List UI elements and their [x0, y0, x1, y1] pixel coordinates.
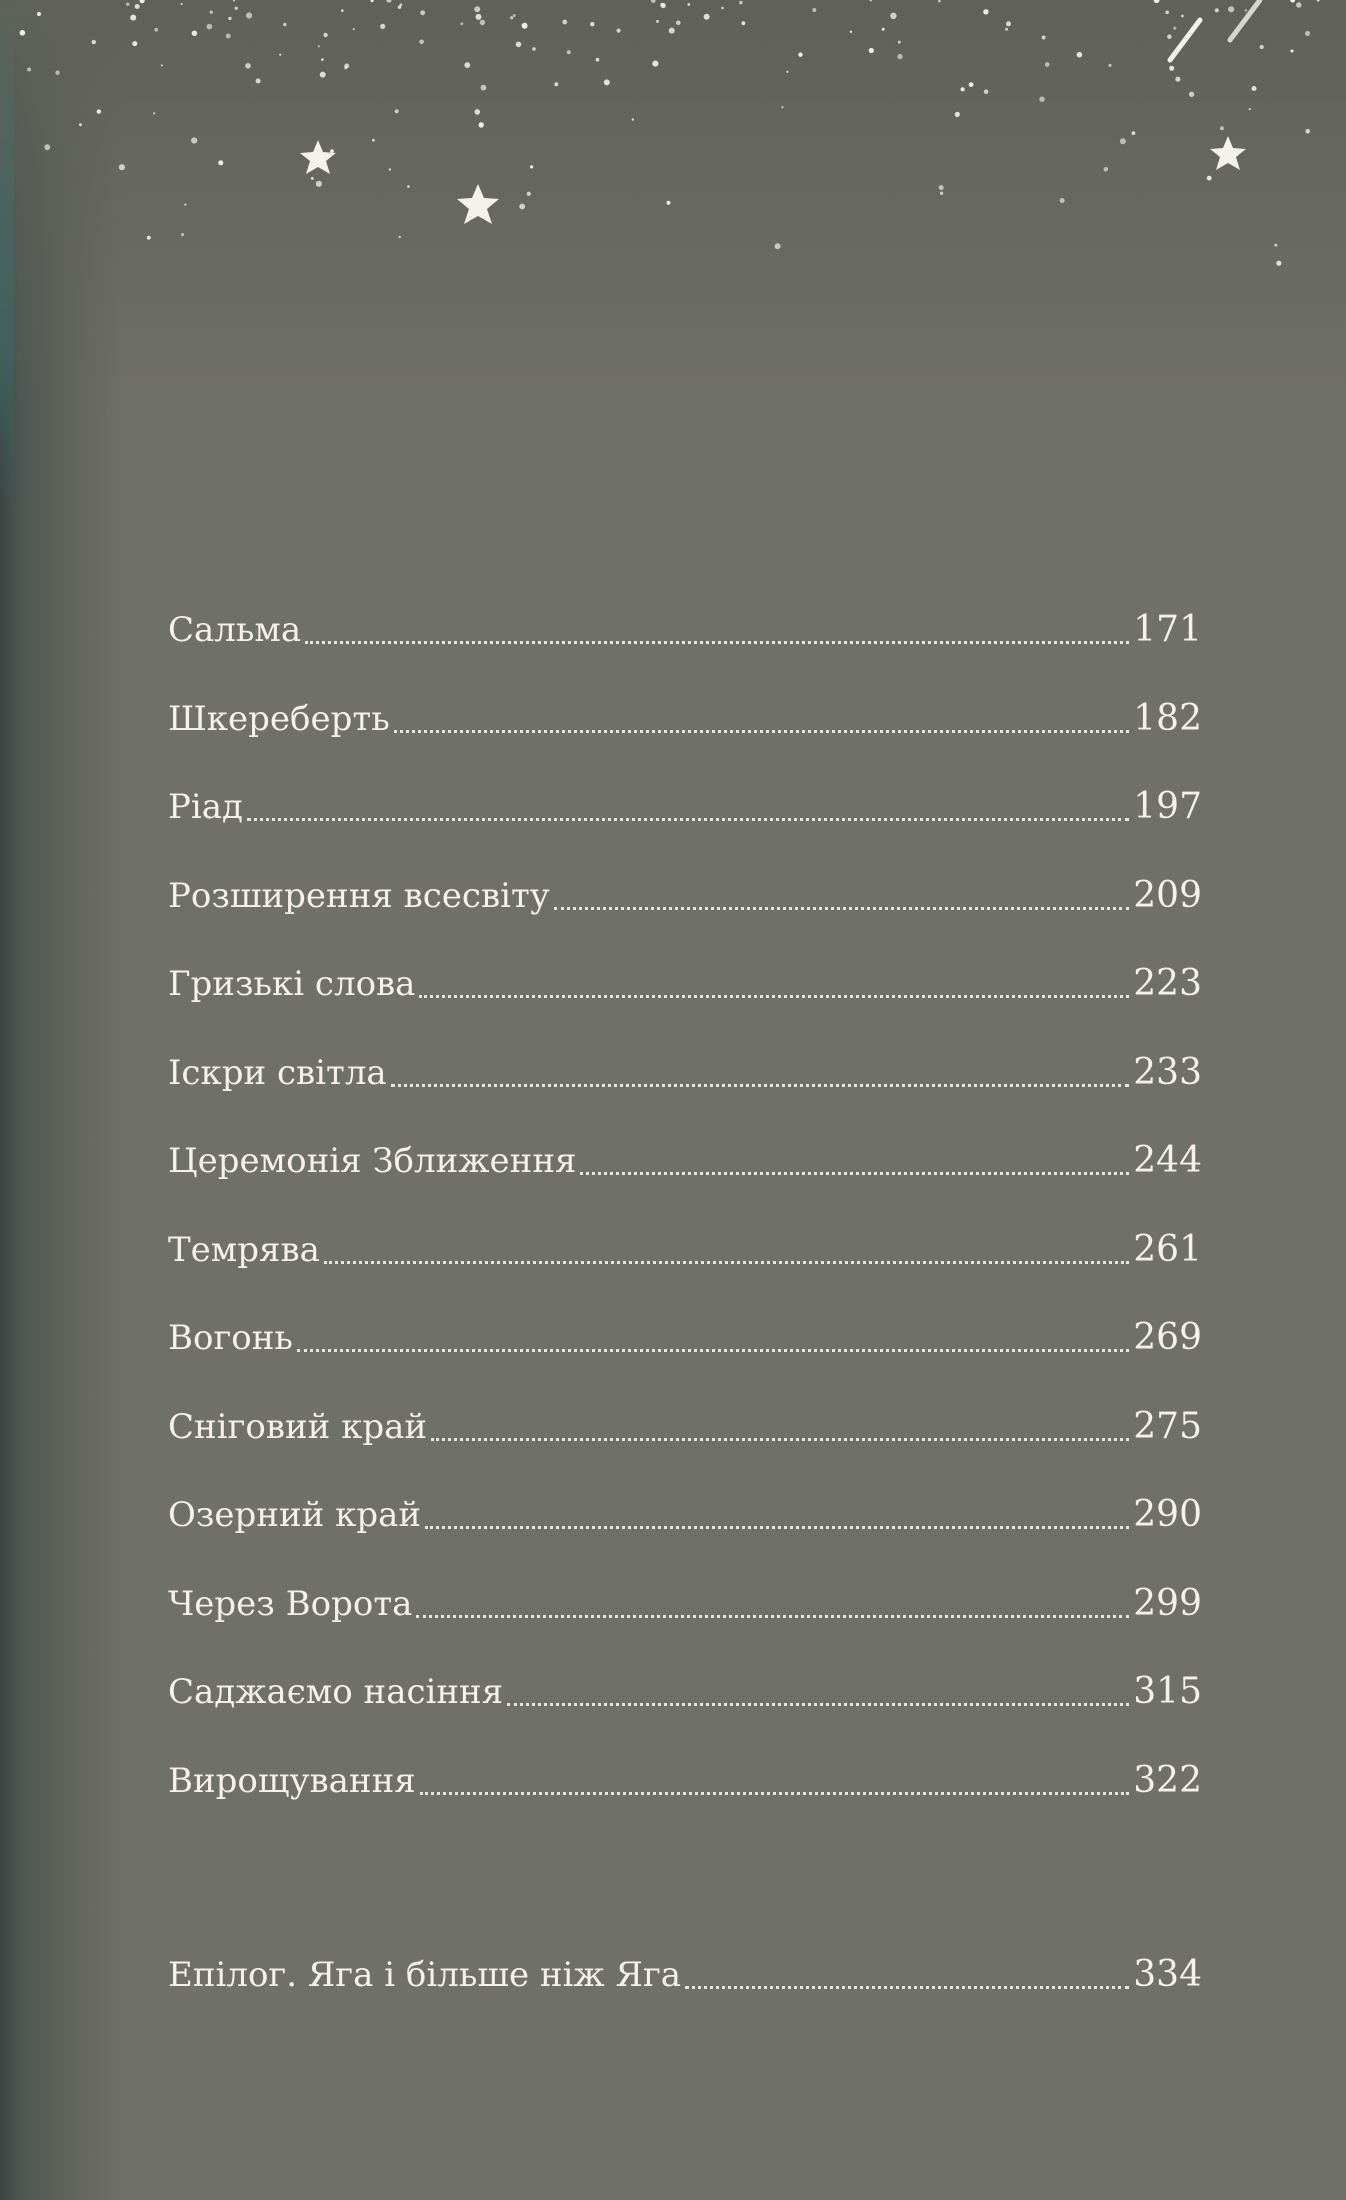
- star-dot: [1274, 244, 1277, 247]
- toc-entry-page: 182: [1133, 697, 1202, 739]
- star-dot: [1215, 8, 1219, 12]
- star-dot: [1060, 198, 1065, 203]
- star-dot: [1207, 176, 1212, 181]
- leader-dots: [554, 905, 1129, 910]
- star-dot: [940, 192, 943, 195]
- star-dot: [656, 20, 659, 23]
- star-dot: [604, 79, 610, 85]
- star-dot: [1245, 9, 1247, 11]
- star-dot: [154, 28, 158, 32]
- star-dot: [961, 87, 965, 91]
- star-dot: [676, 21, 681, 26]
- toc-entry-page: 315: [1133, 1671, 1202, 1712]
- star-dot: [869, 48, 874, 53]
- star-dot: [475, 109, 481, 115]
- toc-entry: [168, 1043, 1202, 1103]
- toc-entry: [168, 954, 1202, 1014]
- toc-entry-page: 171: [1133, 609, 1202, 650]
- star-dot: [130, 15, 136, 21]
- toc-entry-title: Сніговий край: [168, 1406, 428, 1447]
- star-dot: [651, 0, 656, 3]
- star-dot: [279, 54, 281, 56]
- toc-entry: [168, 1131, 1202, 1191]
- star-dot: [119, 164, 125, 170]
- star-dot: [181, 233, 184, 236]
- star-dot: [461, 22, 464, 25]
- star-dot: [97, 109, 101, 113]
- star-dot: [184, 204, 186, 206]
- star-dot: [1296, 2, 1301, 7]
- star-dot: [1132, 131, 1136, 135]
- star-dot: [207, 24, 213, 30]
- star-dot: [1252, 86, 1257, 91]
- star-dot: [126, 2, 129, 5]
- star-dot: [632, 118, 634, 120]
- shooting-star-icon: [1170, 20, 1200, 60]
- star-dot: [850, 31, 852, 33]
- star-dot: [246, 12, 252, 18]
- star-dot: [739, 1, 743, 5]
- star-dot: [320, 72, 326, 78]
- toc-entry: [168, 1945, 1202, 2005]
- star-dot: [132, 41, 137, 46]
- star-dot: [481, 85, 487, 91]
- toc-entry-page: 244: [1133, 1140, 1202, 1181]
- star-dot: [669, 28, 675, 34]
- star-dot: [1305, 31, 1310, 36]
- star-dot: [1120, 138, 1126, 144]
- star-dot: [869, 0, 872, 1]
- leader-dots: [416, 1613, 1129, 1618]
- toc-entry-page: 290: [1133, 1494, 1202, 1535]
- star-dot: [210, 11, 213, 14]
- star-dot: [1276, 261, 1281, 266]
- star-dot: [1104, 167, 1109, 172]
- star-dot: [245, 63, 251, 69]
- star-dot: [938, 0, 941, 2]
- star-dot: [480, 20, 485, 25]
- toc-entry: [168, 777, 1202, 837]
- toc-entry-title: Розширення всесвіту: [168, 875, 550, 916]
- star-dot: [380, 24, 385, 29]
- star-dot: [513, 14, 516, 17]
- star-dot: [519, 204, 525, 210]
- star-dot: [530, 165, 533, 168]
- star-dot: [1291, 50, 1294, 53]
- toc-entry-title: Шкереберть: [168, 698, 390, 739]
- leader-dots: [420, 1790, 1130, 1795]
- star-dot: [79, 123, 82, 126]
- star-dot: [522, 23, 528, 29]
- toc-entry-page: 261: [1133, 1228, 1202, 1270]
- toc-entry-title: Сальма: [168, 610, 302, 650]
- star-dot: [562, 20, 567, 25]
- toc-entry-title: Гризькі слова: [168, 964, 416, 1004]
- toc-entry: [168, 1751, 1202, 1811]
- star-dot: [1290, 0, 1295, 3]
- star-icon: [457, 184, 499, 224]
- star-dot: [812, 8, 816, 12]
- toc-entry-page: 223: [1133, 963, 1202, 1004]
- star-dot: [44, 144, 50, 150]
- star-dot: [311, 177, 314, 180]
- star-dot: [1039, 97, 1044, 102]
- toc-entry: [168, 1308, 1202, 1368]
- star-dot: [37, 12, 41, 16]
- star-dot: [330, 149, 334, 153]
- star-dot: [567, 50, 571, 54]
- star-dot: [596, 58, 600, 62]
- star-dot: [890, 13, 896, 19]
- star-dot: [1189, 92, 1194, 97]
- star-dot: [321, 58, 324, 61]
- star-dot: [798, 53, 802, 57]
- star-dot: [283, 23, 286, 26]
- star-dot: [407, 185, 410, 188]
- star-dot: [786, 71, 788, 73]
- toc-entry-title: Іскри світла: [168, 1052, 387, 1093]
- leader-dots: [580, 1170, 1129, 1175]
- star-icon: [300, 140, 336, 174]
- star-dot: [256, 79, 261, 84]
- star-dot: [1317, 0, 1320, 2]
- toc-entry-page: 197: [1133, 786, 1202, 827]
- star-dot: [661, 3, 666, 8]
- star-dot: [955, 112, 960, 117]
- star-dot: [983, 9, 988, 14]
- star-dot: [235, 7, 238, 10]
- star-icon: [1210, 136, 1246, 170]
- toc-entry-page: 334: [1133, 1954, 1202, 1995]
- toc-entry-page: 233: [1133, 1051, 1202, 1093]
- toc-entry-title: Вогонь: [168, 1318, 293, 1358]
- star-dot: [398, 6, 401, 9]
- star-dot: [667, 201, 671, 205]
- toc-entry-title: Вирощування: [168, 1760, 416, 1801]
- toc-entry-title: Темрява: [168, 1229, 320, 1270]
- leader-dots: [305, 639, 1129, 644]
- leader-dots: [394, 728, 1130, 733]
- star-dot: [1173, 27, 1176, 30]
- star-dot: [420, 10, 425, 15]
- toc-entry-page: 275: [1133, 1405, 1202, 1447]
- toc-entry-title: Озерний край: [168, 1495, 422, 1535]
- star-dot: [775, 243, 781, 249]
- star-dot: [181, 3, 183, 5]
- toc-entry-page: 322: [1133, 1759, 1202, 1801]
- star-dot: [161, 64, 163, 66]
- star-dot: [1108, 64, 1111, 67]
- star-dot: [372, 139, 375, 142]
- star-dot: [1181, 15, 1184, 18]
- star-dot: [1249, 108, 1251, 110]
- toc-entry-title: Саджаємо насіння: [168, 1672, 504, 1712]
- star-dot: [316, 181, 322, 187]
- star-dot: [464, 62, 470, 68]
- leader-dots: [297, 1347, 1129, 1352]
- star-dot: [1006, 21, 1011, 26]
- star-dot: [1220, 126, 1224, 130]
- leader-dots: [431, 1436, 1129, 1441]
- star-dot: [341, 9, 344, 12]
- star-dot: [191, 137, 197, 143]
- star-dot: [1154, 0, 1160, 3]
- star-dot: [399, 236, 401, 238]
- star-dot: [218, 160, 223, 165]
- leader-dots: [247, 816, 1129, 821]
- star-dot: [898, 41, 901, 44]
- star-dot: [371, 0, 374, 2]
- star-dot: [1165, 11, 1169, 15]
- star-dot: [395, 109, 399, 113]
- toc-entry-title: Через Ворота: [168, 1583, 413, 1624]
- toc-entry: [168, 1220, 1202, 1280]
- star-dot: [389, 168, 391, 170]
- star-dot: [554, 82, 558, 86]
- star-dot: [1169, 66, 1174, 71]
- star-dot: [140, 0, 145, 3]
- leader-dots: [419, 993, 1129, 998]
- star-dot: [479, 122, 484, 127]
- star-dot: [344, 64, 349, 69]
- star-dot: [527, 192, 531, 196]
- star-dot: [590, 22, 594, 26]
- star-dot: [742, 21, 746, 25]
- toc-entry: [168, 1485, 1202, 1545]
- toc-entry-title: Епілог. Яга і більше ніж Яга: [168, 1955, 682, 1995]
- star-dot: [353, 28, 355, 30]
- star-dot: [386, 0, 391, 3]
- star-dot: [323, 33, 327, 37]
- star-dot: [687, 3, 690, 6]
- star-dot: [1228, 6, 1234, 12]
- star-dot: [1045, 62, 1050, 67]
- star-dot: [474, 6, 480, 12]
- star-dot: [20, 30, 26, 36]
- leader-dots: [425, 1524, 1129, 1529]
- star-dot: [476, 14, 482, 20]
- toc-entry: [168, 600, 1202, 660]
- star-dot: [228, 17, 231, 20]
- leader-dots: [324, 1259, 1129, 1264]
- toc-entry-page: 269: [1133, 1317, 1202, 1358]
- toc-entry: [168, 1574, 1202, 1634]
- toc-entry: [168, 689, 1202, 749]
- star-dot: [1175, 77, 1180, 82]
- star-dot: [939, 185, 944, 190]
- toc-entry: [168, 1662, 1202, 1722]
- starry-sky-icon: [0, 0, 1346, 360]
- toc-entry: [168, 866, 1202, 926]
- star-dot: [1305, 129, 1310, 134]
- star-dot: [721, 7, 724, 10]
- star-dot: [192, 31, 198, 37]
- toc-entry-page: 209: [1133, 874, 1202, 916]
- star-dot: [1042, 36, 1046, 40]
- leader-dots: [685, 1984, 1129, 1989]
- star-dot: [652, 61, 658, 67]
- star-dot: [532, 47, 536, 51]
- star-dot: [226, 34, 231, 39]
- toc-entry-title: Ріад: [168, 787, 243, 827]
- toc-entry-page: 299: [1133, 1582, 1202, 1624]
- star-dot: [984, 89, 989, 94]
- star-dot: [147, 236, 151, 240]
- star-dot: [27, 68, 31, 72]
- star-dot: [704, 14, 710, 20]
- star-dot: [969, 82, 974, 87]
- star-dot: [1005, 28, 1008, 31]
- star-dot: [882, 28, 885, 31]
- star-dot: [781, 106, 783, 108]
- star-dot: [897, 54, 902, 59]
- leader-dots: [507, 1701, 1129, 1706]
- star-dot: [1167, 34, 1172, 39]
- star-dot: [510, 16, 513, 19]
- leader-dots: [391, 1082, 1130, 1087]
- star-dot: [318, 45, 320, 47]
- toc-entry-title: Церемонія Зближення: [168, 1141, 577, 1181]
- star-dot: [92, 40, 96, 44]
- star-dot: [419, 40, 424, 45]
- star-dot: [135, 4, 140, 9]
- star-dot: [153, 112, 155, 114]
- star-dot: [55, 71, 59, 75]
- star-dot: [233, 0, 235, 1]
- star-dot: [516, 42, 522, 48]
- star-dot: [1077, 52, 1083, 58]
- star-dot: [617, 29, 621, 33]
- star-dot: [1260, 45, 1264, 49]
- toc-entry: [168, 1397, 1202, 1457]
